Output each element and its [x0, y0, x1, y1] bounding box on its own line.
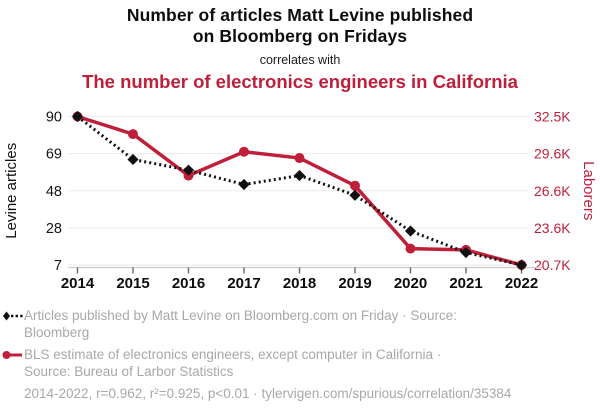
- x-axis-tick-label: 2017: [227, 275, 261, 292]
- data-point-levine-articles-2022: [516, 259, 527, 270]
- chart-legend: [2, 307, 596, 402]
- data-point-electronics-engineers-2017: [239, 147, 249, 157]
- stats-citation-line: 2014-2022, r=0.962, r²=0.925, p<0.01 · tylervigen.com/spurious/correlation/35384: [24, 386, 512, 401]
- x-axis-tick-label: 2014: [60, 275, 95, 292]
- left-axis-tick-label: 48: [45, 183, 62, 200]
- legend-levine-line2: Bloomberg: [24, 325, 90, 340]
- data-point-electronics-engineers-2015: [128, 129, 138, 139]
- diamond-dotted-line-icon: [2, 307, 24, 324]
- data-point-electronics-engineers-2019: [350, 181, 360, 191]
- right-axis-tick-label: 32.5K: [534, 108, 571, 125]
- x-axis-tick-label: 2019: [338, 275, 372, 292]
- left-axis-tick-label: 90: [45, 109, 62, 126]
- legend-item-bls: [2, 346, 596, 380]
- right-axis-tick-label: 29.6K: [534, 145, 571, 162]
- data-point-electronics-engineers-2020: [406, 244, 416, 254]
- x-axis-tick-label: 2022: [504, 275, 539, 292]
- data-point-levine-articles-2017: [238, 179, 249, 190]
- left-axis-tick-label: 7: [53, 258, 62, 274]
- legend-levine-line1: Articles published by Matt Levine on Bloomberg.com on Friday · Source:: [24, 308, 457, 323]
- line-chart-plot: [0, 100, 600, 300]
- right-axis-tick-label: 26.6K: [534, 182, 571, 199]
- x-axis-tick-label: 2016: [171, 275, 206, 292]
- chart-svg: [0, 100, 600, 300]
- data-point-levine-articles-2015: [127, 154, 138, 165]
- x-axis-tick-label: 2020: [393, 275, 428, 292]
- right-axis-title: Laborers: [580, 161, 597, 221]
- right-axis-tick-label: 23.6K: [534, 219, 571, 236]
- right-axis-tick-label: 20.7K: [534, 257, 571, 273]
- x-axis-tick-label: 2021: [449, 275, 483, 292]
- x-axis-tick-label: 2018: [282, 275, 317, 292]
- left-axis-title: Levine articles: [3, 142, 20, 239]
- left-axis-tick-label: 69: [45, 146, 62, 163]
- legend-bls-line2: Source: Bureau of Larbor Statistics: [24, 364, 234, 379]
- correlate-subtitle: The number of electronics engineers in California: [82, 71, 518, 92]
- legend-item-levine: [2, 307, 596, 341]
- legend-bls-line1: BLS estimate of electronics engineers, except computer in California ·: [24, 347, 442, 362]
- correlates-with-text: correlates with: [259, 53, 341, 67]
- data-point-electronics-engineers-2018: [295, 153, 305, 163]
- left-axis-tick-label: 28: [45, 220, 62, 237]
- title-line-1: Number of articles Matt Levine published: [126, 5, 474, 25]
- data-point-levine-articles-2020: [405, 225, 416, 236]
- x-axis-tick-label: 2015: [116, 275, 150, 292]
- title-line-2: on Bloomberg on Fridays: [192, 26, 408, 46]
- circle-solid-line-icon: [2, 346, 24, 363]
- data-point-levine-articles-2018: [294, 170, 305, 181]
- chart-header: [0, 5, 600, 93]
